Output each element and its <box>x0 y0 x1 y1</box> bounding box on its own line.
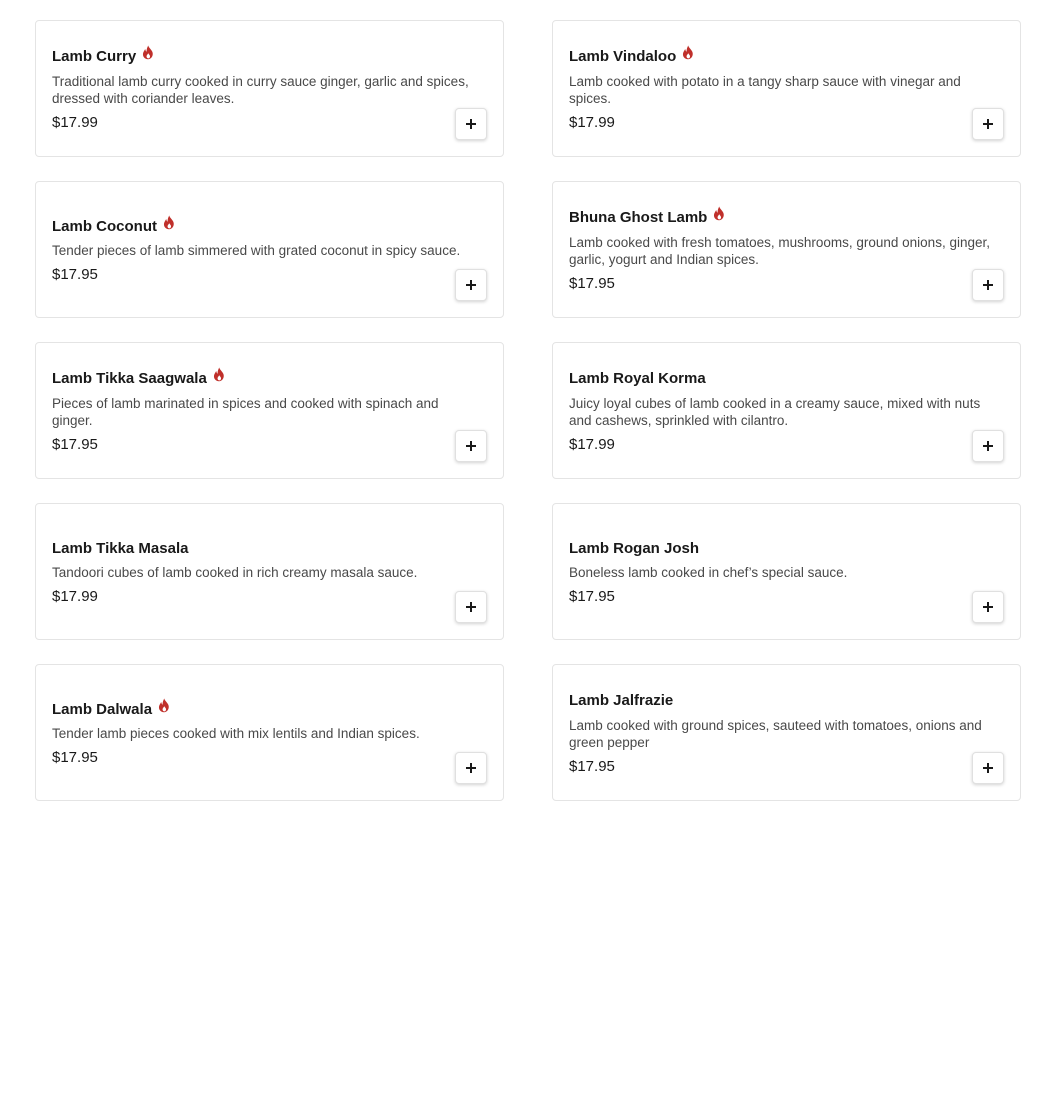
add-item-button[interactable] <box>972 752 1004 784</box>
menu-item-title-row <box>569 690 990 712</box>
menu-item-body <box>569 21 990 156</box>
add-item-button[interactable] <box>972 108 1004 140</box>
menu-item-card[interactable] <box>35 181 504 318</box>
menu-item-title-row <box>569 368 990 390</box>
menu-item-title-row <box>569 537 990 559</box>
flame-shape <box>164 215 174 229</box>
add-item-button[interactable] <box>972 269 1004 301</box>
add-item-button[interactable] <box>455 752 487 784</box>
flame-shape <box>214 368 224 382</box>
flame-icon <box>158 698 170 713</box>
menu-item-card[interactable] <box>35 342 504 479</box>
menu-item-card[interactable] <box>552 342 1021 479</box>
flame-shape <box>683 46 693 60</box>
menu-item-name: Lamb Jalfrazie <box>569 692 674 709</box>
add-item-button[interactable] <box>455 108 487 140</box>
menu-item-price: $17.95 <box>52 266 98 283</box>
menu-item-body <box>52 665 473 800</box>
menu-item-name: Lamb Tikka Saagwala <box>52 370 207 387</box>
menu-item-card[interactable] <box>35 503 504 640</box>
menu-item-price: $17.99 <box>569 113 615 131</box>
menu-item-description: Tandoori cubes of lamb cooked in rich creamy masala sauce. <box>52 565 418 580</box>
plus-icon <box>466 602 476 612</box>
menu-item-title-row <box>52 537 473 559</box>
menu-item-body <box>569 182 990 317</box>
flame-icon <box>682 45 694 60</box>
menu-item-price: $17.95 <box>52 749 98 766</box>
menu-item-body <box>569 665 990 800</box>
menu-item-description: Lamb cooked with potato in a tangy sharp sauce with vinegar and spices. <box>569 73 961 106</box>
menu-item-title-row <box>52 46 473 68</box>
menu-item-description: Lamb cooked with fresh tomatoes, mushrooms, ground onions, ginger, garlic, yogurt and Indian spices. <box>569 234 990 267</box>
flame-shape <box>714 207 724 221</box>
menu-item-price: $17.99 <box>52 113 98 131</box>
plus-icon <box>466 280 476 290</box>
menu-item-price: $17.99 <box>52 588 98 605</box>
menu-item-name: Lamb Coconut <box>52 217 157 235</box>
menu-item-price: $17.95 <box>569 274 615 292</box>
menu-item-description: Traditional lamb curry cooked in curry sauce ginger, garlic and spices, dressed with coriander leaves. <box>52 73 469 106</box>
menu-item-body <box>52 21 473 156</box>
add-item-button[interactable] <box>972 430 1004 462</box>
menu-item-price: $17.95 <box>569 588 615 605</box>
menu-item-name: Lamb Tikka Masala <box>52 539 189 557</box>
flame-icon <box>163 215 175 230</box>
menu-item-body <box>569 504 990 639</box>
menu-item-title-row <box>52 368 473 390</box>
add-item-button[interactable] <box>455 269 487 301</box>
menu-item-body <box>52 343 473 478</box>
menu-item-card[interactable] <box>552 503 1021 640</box>
add-item-button[interactable] <box>972 591 1004 623</box>
plus-icon <box>983 280 993 290</box>
menu-item-description: Boneless lamb cooked in chef’s special sauce. <box>569 565 848 580</box>
menu-item-name: Lamb Vindaloo <box>569 48 677 65</box>
add-item-button[interactable] <box>455 591 487 623</box>
menu-item-name: Lamb Dalwala <box>52 700 153 718</box>
plus-icon <box>983 763 993 773</box>
menu-item-title-row <box>52 215 473 237</box>
menu-item-card[interactable] <box>35 664 504 801</box>
menu-item-name: Lamb Rogan Josh <box>569 539 700 557</box>
menu-item-name: Bhuna Ghost Lamb <box>569 209 708 226</box>
menu-item-description: Tender lamb pieces cooked with mix lentils and Indian spices. <box>52 726 420 741</box>
plus-icon <box>983 119 993 129</box>
menu-item-card[interactable] <box>552 181 1021 318</box>
plus-icon <box>983 602 993 612</box>
menu-item-name: Lamb Royal Korma <box>569 370 706 387</box>
flame-icon <box>142 45 154 60</box>
plus-icon <box>466 119 476 129</box>
flame-shape <box>159 698 169 712</box>
plus-icon <box>983 441 993 451</box>
menu-item-card[interactable] <box>35 20 504 157</box>
plus-icon <box>466 763 476 773</box>
menu-items-grid <box>35 20 1021 801</box>
menu-item-title-row <box>52 698 473 720</box>
menu-item-description: Pieces of lamb marinated in spices and cooked with spinach and ginger. <box>52 395 439 428</box>
menu-item-card[interactable] <box>552 664 1021 801</box>
menu-item-description: Lamb cooked with ground spices, sauteed with tomatoes, onions and green pepper <box>569 717 982 750</box>
flame-icon <box>213 367 225 382</box>
menu-item-price: $17.95 <box>52 435 98 453</box>
menu-item-body <box>52 504 473 639</box>
menu-item-card[interactable] <box>552 20 1021 157</box>
menu-item-title-row <box>569 207 990 229</box>
menu-item-description: Juicy loyal cubes of lamb cooked in a creamy sauce, mixed with nuts and cashews, sprinkled with cilantro. <box>569 395 981 428</box>
plus-icon <box>466 441 476 451</box>
flame-icon <box>713 206 725 221</box>
flame-shape <box>143 46 153 60</box>
menu-item-title-row <box>569 46 990 68</box>
menu-item-price: $17.99 <box>569 435 615 453</box>
menu-item-body <box>569 343 990 478</box>
menu-item-name: Lamb Curry <box>52 48 137 65</box>
menu-item-description: Tender pieces of lamb simmered with grated coconut in spicy sauce. <box>52 243 461 258</box>
menu-item-price: $17.95 <box>569 757 615 775</box>
add-item-button[interactable] <box>455 430 487 462</box>
menu-item-body <box>52 182 473 317</box>
